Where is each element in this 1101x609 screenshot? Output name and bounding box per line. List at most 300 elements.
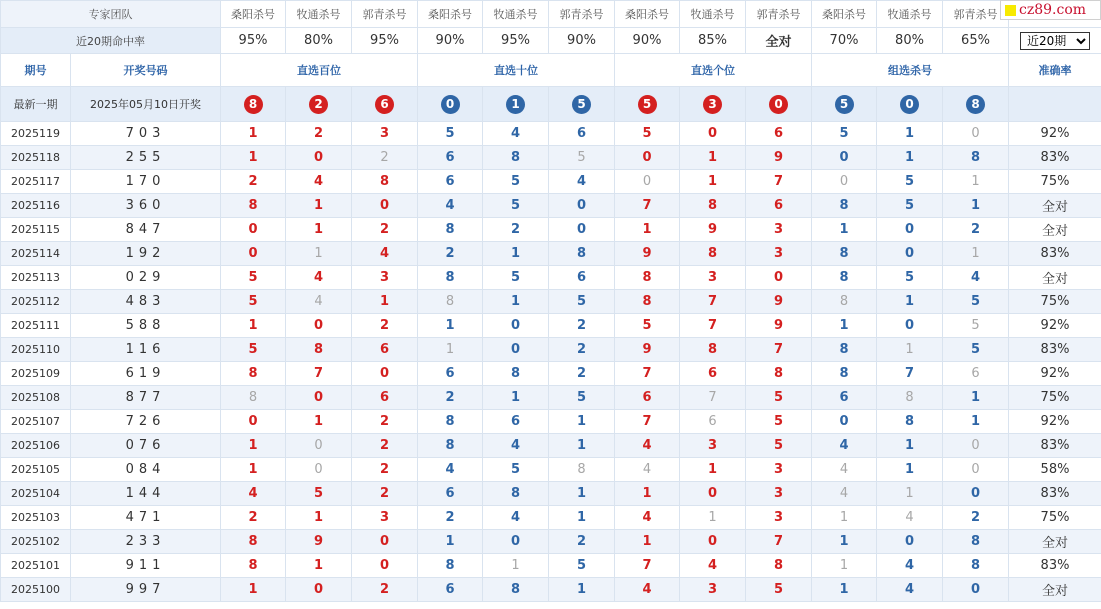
kill-number-cell: 8	[221, 554, 286, 578]
kill-number-cell: 5	[943, 290, 1009, 314]
kill-number-cell: 3	[680, 434, 746, 458]
kill-number-cell: 1	[221, 122, 286, 146]
site-logo-text: cz89.com	[1019, 2, 1087, 18]
kill-number-cell: 8	[418, 434, 483, 458]
draw-number-cell: 911	[71, 554, 221, 578]
accuracy-cell: 83%	[1009, 434, 1101, 458]
kill-number-cell: 1	[615, 530, 680, 554]
kill-number-cell: 7	[746, 338, 812, 362]
table-row	[1, 362, 1101, 386]
kill-number-cell: 0	[812, 146, 877, 170]
kill-number-cell: 4	[615, 434, 680, 458]
expert-name: 牧通杀号	[286, 1, 352, 28]
kill-number-cell: 5	[549, 290, 615, 314]
kill-number-cell: 8	[746, 554, 812, 578]
hit-rate: 90%	[549, 28, 615, 54]
kill-number-cell: 8	[680, 194, 746, 218]
kill-number-cell: 0	[352, 554, 418, 578]
hit-rate: 95%	[221, 28, 286, 54]
kill-number-cell: 8	[812, 194, 877, 218]
period-cell: 2025100	[1, 578, 71, 602]
kill-number-cell: 0	[943, 578, 1009, 602]
table-row	[1, 434, 1101, 458]
kill-number-cell: 1	[286, 506, 352, 530]
kill-number-cell: 2	[352, 458, 418, 482]
kill-number-cell: 9	[286, 530, 352, 554]
accuracy-cell: 83%	[1009, 482, 1101, 506]
kill-number-cell: 1	[483, 386, 549, 410]
expert-name: 桑阳杀号	[812, 1, 877, 28]
table-row	[1, 122, 1101, 146]
kill-number-cell: 8	[221, 530, 286, 554]
kill-number-cell: 4	[615, 458, 680, 482]
kill-number-cell: 5	[943, 338, 1009, 362]
hit-rate: 80%	[286, 28, 352, 54]
kill-number-cell: 2	[352, 482, 418, 506]
kill-number-cell: 8	[877, 386, 943, 410]
kill-number-cell: 4	[877, 506, 943, 530]
kill-number-cell: 4	[418, 194, 483, 218]
hit-rate: 90%	[418, 28, 483, 54]
kill-number-cell: 9	[615, 242, 680, 266]
kill-number-cell: 8	[615, 266, 680, 290]
kill-number-cell: 1	[680, 506, 746, 530]
kill-number-cell: 2	[549, 314, 615, 338]
table-row	[1, 314, 1101, 338]
kill-number-cell: 2	[352, 146, 418, 170]
draw-ball: 1	[506, 95, 525, 114]
kill-number-cell: 5	[877, 266, 943, 290]
kill-number-cell: 0	[812, 170, 877, 194]
kill-number-cell: 8	[418, 410, 483, 434]
kill-number-cell: 0	[877, 530, 943, 554]
kill-number-cell: 2	[352, 578, 418, 602]
accuracy-cell: 75%	[1009, 386, 1101, 410]
kill-number-cell: 1	[221, 434, 286, 458]
kill-number-cell: 0	[615, 146, 680, 170]
kill-number-cell: 0	[352, 530, 418, 554]
accuracy-cell: 58%	[1009, 458, 1101, 482]
kill-number-cell: 1	[615, 482, 680, 506]
kill-number-cell: 2	[352, 410, 418, 434]
kill-number-cell: 2	[286, 122, 352, 146]
kill-number-cell: 4	[221, 482, 286, 506]
kill-number-cell: 0	[943, 458, 1009, 482]
period-cell: 2025113	[1, 266, 71, 290]
hit-rate: 90%	[615, 28, 680, 54]
section-header-row	[1, 54, 1101, 87]
expert-name: 桑阳杀号	[418, 1, 483, 28]
kill-number-cell: 1	[943, 170, 1009, 194]
kill-number-cell: 3	[746, 242, 812, 266]
kill-number-cell: 8	[746, 362, 812, 386]
kill-number-cell: 4	[352, 242, 418, 266]
kill-number-cell: 3	[746, 218, 812, 242]
kill-number-cell: 1	[877, 122, 943, 146]
accuracy-cell: 83%	[1009, 554, 1101, 578]
accuracy-cell: 92%	[1009, 314, 1101, 338]
kill-number-cell: 1	[286, 410, 352, 434]
kill-number-cell: 1	[418, 314, 483, 338]
kill-number-cell: 8	[221, 386, 286, 410]
kill-number-cell: 1	[549, 410, 615, 434]
latest-ball-cell	[680, 87, 746, 122]
kill-number-cell: 2	[352, 434, 418, 458]
kill-number-cell: 0	[286, 578, 352, 602]
table-row	[1, 554, 1101, 578]
period-cell: 2025116	[1, 194, 71, 218]
accuracy-cell: 75%	[1009, 290, 1101, 314]
kill-number-cell: 5	[483, 194, 549, 218]
kill-number-cell: 1	[943, 242, 1009, 266]
kill-number-cell: 1	[877, 434, 943, 458]
latest-draw-row	[1, 87, 1101, 122]
accuracy-cell: 92%	[1009, 122, 1101, 146]
kill-number-cell: 5	[615, 314, 680, 338]
kill-number-cell: 8	[812, 338, 877, 362]
kill-number-cell: 0	[943, 482, 1009, 506]
kill-number-cell: 4	[615, 578, 680, 602]
period-cell: 2025117	[1, 170, 71, 194]
hit-rate: 65%	[943, 28, 1009, 54]
kill-number-cell: 1	[286, 194, 352, 218]
kill-number-cell: 8	[483, 578, 549, 602]
kill-number-cell: 5	[877, 194, 943, 218]
kill-number-cell: 5	[549, 386, 615, 410]
kill-number-cell: 4	[286, 170, 352, 194]
logo-square-icon	[1005, 5, 1016, 16]
kill-number-cell: 2	[221, 170, 286, 194]
kill-number-cell: 2	[418, 386, 483, 410]
kill-number-cell: 3	[680, 578, 746, 602]
expert-team-label: 专家团队	[1, 1, 221, 28]
accuracy-cell: 83%	[1009, 242, 1101, 266]
kill-number-cell: 4	[877, 578, 943, 602]
kill-number-cell: 6	[680, 410, 746, 434]
period-cell: 2025101	[1, 554, 71, 578]
kill-number-cell: 7	[746, 170, 812, 194]
kill-number-cell: 5	[483, 458, 549, 482]
expert-name: 牧通杀号	[680, 1, 746, 28]
kill-number-cell: 1	[286, 554, 352, 578]
kill-number-cell: 4	[286, 290, 352, 314]
draw-ball: 3	[703, 95, 722, 114]
accuracy-column-header: 准确率	[1009, 54, 1101, 87]
period-cell: 2025118	[1, 146, 71, 170]
draw-number-cell: 847	[71, 218, 221, 242]
kill-number-cell: 7	[746, 530, 812, 554]
kill-number-cell: 5	[286, 482, 352, 506]
draw-number-cell: 471	[71, 506, 221, 530]
latest-accuracy-cell	[1009, 87, 1101, 122]
kill-number-cell: 8	[483, 146, 549, 170]
kill-number-cell: 4	[418, 458, 483, 482]
kill-number-cell: 3	[746, 482, 812, 506]
hit-rate: 85%	[680, 28, 746, 54]
kill-number-cell: 2	[418, 242, 483, 266]
kill-number-cell: 1	[877, 482, 943, 506]
kill-number-cell: 9	[615, 338, 680, 362]
kill-number-cell: 0	[286, 434, 352, 458]
kill-number-cell: 8	[943, 146, 1009, 170]
accuracy-cell: 全对	[1009, 218, 1101, 242]
kill-number-cell: 0	[286, 386, 352, 410]
accuracy-cell: 75%	[1009, 506, 1101, 530]
hit-rate-row	[1, 28, 1101, 54]
kill-number-cell: 0	[352, 362, 418, 386]
kill-number-cell: 2	[943, 218, 1009, 242]
kill-number-cell: 6	[943, 362, 1009, 386]
kill-number-cell: 5	[746, 410, 812, 434]
kill-number-cell: 6	[549, 266, 615, 290]
kill-number-cell: 7	[286, 362, 352, 386]
kill-number-cell: 4	[286, 266, 352, 290]
draw-number-cell: 877	[71, 386, 221, 410]
hit-rate: 80%	[877, 28, 943, 54]
kill-number-cell: 1	[812, 578, 877, 602]
kill-number-cell: 8	[549, 242, 615, 266]
kill-number-cell: 1	[549, 434, 615, 458]
kill-number-cell: 9	[746, 290, 812, 314]
kill-number-cell: 1	[812, 530, 877, 554]
table-row	[1, 290, 1101, 314]
kill-number-cell: 1	[352, 290, 418, 314]
kill-number-cell: 3	[352, 266, 418, 290]
kill-number-cell: 0	[615, 170, 680, 194]
kill-number-cell: 1	[483, 242, 549, 266]
kill-number-cell: 0	[877, 242, 943, 266]
table-row	[1, 458, 1101, 482]
kill-number-cell: 0	[221, 410, 286, 434]
kill-number-cell: 6	[352, 386, 418, 410]
draw-number-cell: 255	[71, 146, 221, 170]
expert-name: 郭青杀号	[746, 1, 812, 28]
kill-number-cell: 3	[352, 506, 418, 530]
kill-number-cell: 1	[549, 482, 615, 506]
kill-number-cell: 7	[615, 194, 680, 218]
kill-number-cell: 0	[483, 338, 549, 362]
kill-number-cell: 0	[877, 218, 943, 242]
kill-number-cell: 1	[221, 578, 286, 602]
kill-number-cell: 0	[680, 122, 746, 146]
kill-number-cell: 5	[746, 434, 812, 458]
period-cell: 2025110	[1, 338, 71, 362]
kill-number-cell: 2	[549, 362, 615, 386]
kill-number-cell: 1	[483, 554, 549, 578]
kill-number-cell: 1	[943, 386, 1009, 410]
accuracy-cell: 92%	[1009, 410, 1101, 434]
kill-number-cell: 0	[746, 266, 812, 290]
kill-number-cell: 5	[483, 266, 549, 290]
draw-ball: 0	[769, 95, 788, 114]
kill-number-cell: 4	[812, 458, 877, 482]
kill-number-cell: 6	[615, 386, 680, 410]
table-row	[1, 218, 1101, 242]
kill-number-cell: 5	[221, 338, 286, 362]
draw-ball: 5	[638, 95, 657, 114]
kill-number-cell: 4	[483, 506, 549, 530]
kill-number-cell: 2	[221, 506, 286, 530]
kill-number-cell: 1	[221, 458, 286, 482]
kill-number-cell: 8	[483, 482, 549, 506]
table-row	[1, 578, 1101, 602]
kill-number-cell: 1	[877, 290, 943, 314]
kill-number-cell: 0	[943, 122, 1009, 146]
kill-number-cell: 8	[812, 266, 877, 290]
accuracy-cell: 75%	[1009, 170, 1101, 194]
kill-number-cell: 0	[483, 530, 549, 554]
kill-number-cell: 8	[221, 194, 286, 218]
kill-number-cell: 8	[418, 554, 483, 578]
draw-ball: 2	[309, 95, 328, 114]
kill-number-cell: 3	[746, 506, 812, 530]
latest-ball-cell	[286, 87, 352, 122]
kill-number-cell: 8	[352, 170, 418, 194]
kill-number-cell: 1	[877, 146, 943, 170]
expert-name: 郭青杀号	[943, 1, 1009, 28]
kill-number-cell: 8	[812, 242, 877, 266]
draw-number-cell: 619	[71, 362, 221, 386]
hit-rate: 95%	[352, 28, 418, 54]
kill-number-cell: 0	[483, 314, 549, 338]
kill-number-cell: 1	[877, 338, 943, 362]
kill-number-cell: 3	[680, 266, 746, 290]
draw-number-cell: 170	[71, 170, 221, 194]
accuracy-cell: 全对	[1009, 578, 1101, 602]
draw-number-cell: 997	[71, 578, 221, 602]
kill-number-cell: 1	[615, 218, 680, 242]
kill-number-cell: 2	[352, 218, 418, 242]
kill-number-cell: 4	[943, 266, 1009, 290]
kill-number-cell: 3	[352, 122, 418, 146]
kill-number-cell: 6	[418, 578, 483, 602]
kill-number-cell: 1	[286, 218, 352, 242]
kill-number-cell: 4	[549, 170, 615, 194]
kill-number-cell: 0	[549, 194, 615, 218]
kill-number-cell: 0	[877, 314, 943, 338]
kill-number-cell: 1	[680, 170, 746, 194]
draw-ball: 5	[835, 95, 854, 114]
kill-number-cell: 1	[418, 338, 483, 362]
expert-name: 牧通杀号	[877, 1, 943, 28]
kill-number-cell: 4	[680, 554, 746, 578]
kill-number-cell: 5	[615, 122, 680, 146]
kill-number-cell: 8	[812, 362, 877, 386]
hit-rate-label: 近20期命中率	[1, 28, 221, 54]
kill-number-cell: 1	[812, 554, 877, 578]
kill-number-cell: 0	[680, 482, 746, 506]
kill-number-cell: 0	[286, 314, 352, 338]
kill-number-cell: 0	[286, 146, 352, 170]
kill-number-cell: 8	[418, 290, 483, 314]
kill-number-cell: 6	[418, 146, 483, 170]
kill-number-cell: 5	[549, 146, 615, 170]
kill-number-cell: 4	[877, 554, 943, 578]
period-cell: 2025115	[1, 218, 71, 242]
kill-number-cell: 7	[680, 386, 746, 410]
latest-ball-cell	[549, 87, 615, 122]
kill-number-cell: 7	[877, 362, 943, 386]
period-cell: 2025114	[1, 242, 71, 266]
kill-number-cell: 1	[812, 314, 877, 338]
kill-number-cell: 5	[221, 266, 286, 290]
latest-ball-cell	[483, 87, 549, 122]
accuracy-cell: 83%	[1009, 338, 1101, 362]
kill-number-cell: 6	[746, 122, 812, 146]
kill-number-cell: 0	[812, 410, 877, 434]
expert-name: 郭青杀号	[352, 1, 418, 28]
kill-number-cell: 5	[812, 122, 877, 146]
kill-number-cell: 8	[549, 458, 615, 482]
hit-rate: 95%	[483, 28, 549, 54]
kill-number-cell: 2	[352, 314, 418, 338]
site-logo[interactable]	[1000, 0, 1101, 20]
latest-date: 2025年05月10日开奖	[71, 87, 221, 122]
kill-number-cell: 4	[812, 482, 877, 506]
kill-number-cell: 1	[549, 506, 615, 530]
kill-number-cell: 7	[680, 314, 746, 338]
kill-number-cell: 2	[943, 506, 1009, 530]
kill-number-cell: 5	[418, 122, 483, 146]
kill-number-cell: 1	[221, 314, 286, 338]
period-cell: 2025109	[1, 362, 71, 386]
kill-number-cell: 2	[483, 218, 549, 242]
kill-number-cell: 0	[352, 194, 418, 218]
period-column-header: 期号	[1, 54, 71, 87]
kill-number-cell: 6	[549, 122, 615, 146]
hit-rate: 70%	[812, 28, 877, 54]
accuracy-cell: 全对	[1009, 530, 1101, 554]
table-row	[1, 146, 1101, 170]
period-select-cell	[1009, 28, 1101, 54]
kill-number-cell: 6	[352, 338, 418, 362]
draw-ball: 8	[966, 95, 985, 114]
kill-number-cell: 7	[615, 410, 680, 434]
kill-number-cell: 9	[680, 218, 746, 242]
period-range-select[interactable]	[1020, 32, 1090, 50]
kill-number-cell: 4	[483, 122, 549, 146]
table-row	[1, 482, 1101, 506]
kill-number-cell: 6	[680, 362, 746, 386]
latest-ball-cell	[352, 87, 418, 122]
kill-number-cell: 7	[680, 290, 746, 314]
kill-number-cell: 8	[680, 338, 746, 362]
kill-number-cell: 8	[812, 290, 877, 314]
table-row	[1, 338, 1101, 362]
period-cell: 2025106	[1, 434, 71, 458]
table-row	[1, 242, 1101, 266]
kill-number-cell: 9	[746, 146, 812, 170]
latest-ball-cell	[746, 87, 812, 122]
kill-number-cell: 0	[680, 530, 746, 554]
period-cell: 2025105	[1, 458, 71, 482]
kill-number-cell: 7	[615, 554, 680, 578]
kill-number-cell: 8	[221, 362, 286, 386]
kill-number-cell: 4	[615, 506, 680, 530]
draw-ball: 0	[441, 95, 460, 114]
kill-number-cell: 0	[943, 434, 1009, 458]
kill-number-cell: 6	[418, 170, 483, 194]
hundreds-group-header: 直选百位	[221, 54, 418, 87]
draw-ball: 0	[900, 95, 919, 114]
draw-number-cell: 233	[71, 530, 221, 554]
draw-number-cell: 144	[71, 482, 221, 506]
table-row	[1, 410, 1101, 434]
kill-number-cell: 5	[483, 170, 549, 194]
kill-number-cell: 6	[418, 362, 483, 386]
kill-number-cell: 8	[877, 410, 943, 434]
kill-number-cell: 5	[943, 314, 1009, 338]
